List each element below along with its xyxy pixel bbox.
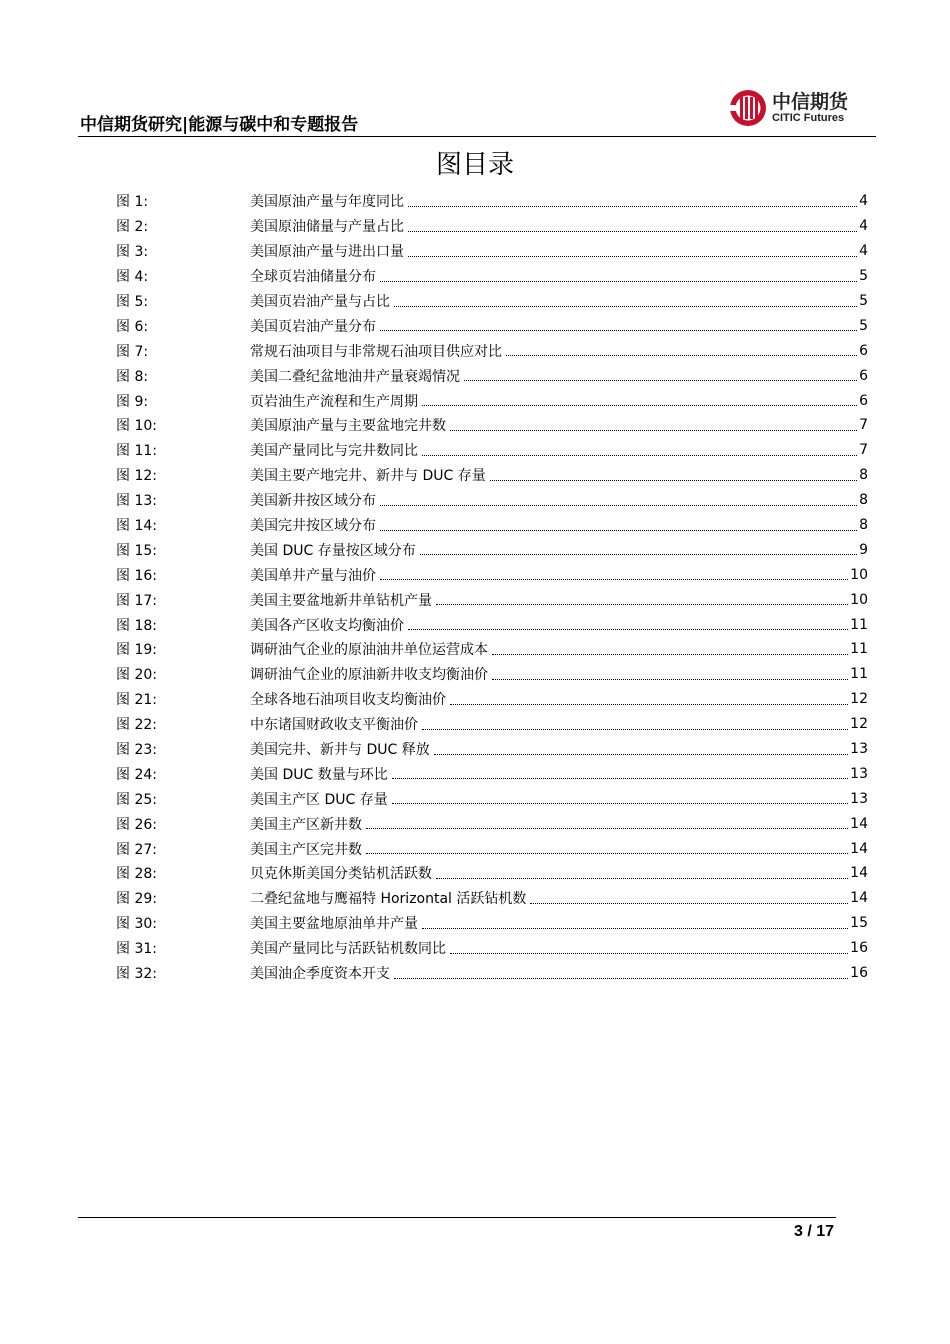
toc-entry-number: 图 23: (116, 742, 157, 759)
toc-entry-title[interactable]: 美国各产区收支均衡油价 (250, 617, 404, 634)
toc-entry-title[interactable]: 美国二叠纪盆地油井产量衰竭情况 (250, 368, 460, 385)
toc-entry-page: 7 (859, 417, 868, 434)
toc-entry-number: 图 15: (116, 542, 157, 559)
toc-dot-leader (492, 640, 848, 655)
toc-entry-number: 图 32: (116, 966, 157, 983)
page-number: 3 / 17 (793, 1223, 834, 1240)
toc-entry-page: 10 (850, 566, 868, 583)
toc-entry-number: 图 21: (116, 692, 157, 709)
toc-entry-title[interactable]: 调研油气企业的原油油井单位运营成本 (250, 642, 488, 659)
citic-futures-logo (728, 86, 862, 130)
toc-entry[interactable] (116, 189, 868, 214)
toc-entry-page: 13 (850, 790, 868, 807)
toc-entry-number: 图 30: (116, 916, 157, 933)
toc-dot-leader (366, 814, 848, 829)
toc-entry[interactable] (116, 438, 868, 463)
toc-entry[interactable] (116, 313, 868, 338)
toc-dot-leader (492, 665, 848, 680)
toc-entry-page: 16 (850, 965, 868, 982)
toc-entry-number: 图 16: (116, 567, 157, 584)
toc-entry-number: 图 2: (116, 219, 149, 236)
toc-entry-page: 14 (850, 890, 868, 907)
toc-entry-page: 12 (850, 716, 868, 733)
toc-entry-title[interactable]: 贝克休斯美国分类钻机活跃数 (250, 866, 432, 883)
toc-entry-number: 图 3: (116, 244, 149, 261)
toc-dot-leader (422, 914, 848, 929)
toc-entry[interactable] (116, 737, 868, 762)
toc-entry[interactable] (116, 911, 868, 936)
toc-entry-page: 13 (850, 741, 868, 758)
toc-entry-title[interactable]: 美国主产区新井数 (250, 816, 362, 833)
toc-entry[interactable] (116, 388, 868, 413)
toc-entry-title[interactable]: 美国单井产量与油价 (250, 567, 376, 584)
toc-entry-title[interactable]: 页岩油生产流程和生产周期 (250, 393, 418, 410)
toc-entry-page: 6 (859, 367, 868, 384)
toc-dot-leader (380, 491, 857, 506)
figure-toc-list (116, 189, 868, 986)
toc-entry-page: 8 (859, 492, 868, 509)
toc-entry-number: 图 13: (116, 493, 157, 510)
toc-entry-number: 图 24: (116, 766, 157, 783)
toc-dot-leader (530, 889, 848, 904)
toc-entry-number: 图 28: (116, 866, 157, 883)
citic-logo-icon (728, 88, 768, 128)
toc-entry-page: 12 (850, 691, 868, 708)
toc-entry-number: 图 11: (116, 443, 157, 460)
toc-entry[interactable] (116, 562, 868, 587)
toc-dot-leader (408, 217, 857, 232)
toc-entry[interactable] (116, 836, 868, 861)
toc-entry-number: 图 7: (116, 343, 149, 360)
toc-dot-leader (434, 740, 848, 755)
toc-entry-page: 4 (859, 193, 868, 210)
toc-entry-title[interactable]: 全球各地石油项目收支均衡油价 (250, 692, 446, 709)
toc-entry-title[interactable]: 美国新井按区域分布 (250, 493, 376, 510)
toc-entry-title[interactable]: 美国完井按区域分布 (250, 518, 376, 535)
toc-entry-number: 图 27: (116, 841, 157, 858)
toc-entry[interactable] (116, 886, 868, 911)
toc-entry-number: 图 25: (116, 791, 157, 808)
toc-entry-title[interactable]: 美国原油产量与主要盆地完井数 (250, 418, 446, 435)
toc-entry-title[interactable]: 美国产量同比与完井数同比 (250, 443, 418, 460)
toc-entry[interactable] (116, 761, 868, 786)
toc-entry[interactable] (116, 488, 868, 513)
toc-entry-page: 14 (850, 815, 868, 832)
toc-entry-number: 图 8: (116, 368, 149, 385)
toc-entry-number: 图 12: (116, 468, 157, 485)
toc-entry[interactable] (116, 687, 868, 712)
toc-entry-page: 14 (850, 865, 868, 882)
toc-dot-leader (392, 789, 848, 804)
toc-entry-title[interactable]: 美国产量同比与活跃钻机数同比 (250, 941, 446, 958)
toc-entry[interactable] (116, 264, 868, 289)
toc-entry-page: 11 (850, 666, 868, 683)
toc-entry-page: 8 (859, 467, 868, 484)
toc-entry-page: 15 (850, 915, 868, 932)
toc-entry[interactable] (116, 413, 868, 438)
toc-entry-page: 11 (850, 616, 868, 633)
toc-dot-leader (380, 516, 857, 531)
toc-entry[interactable] (116, 936, 868, 961)
toc-dot-leader (366, 839, 848, 854)
toc-entry[interactable] (116, 463, 868, 488)
toc-entry-number: 图 31: (116, 941, 157, 958)
toc-entry-title[interactable]: 美国原油产量与进出口量 (250, 244, 404, 261)
toc-entry[interactable] (116, 289, 868, 314)
toc-entry-page: 13 (850, 765, 868, 782)
toc-entry-page: 16 (850, 940, 868, 957)
report-header-title: 中信期货研究|能源与碳中和专题报告 (80, 115, 359, 135)
toc-entry-title[interactable]: 常规石油项目与非常规石油项目供应对比 (250, 343, 502, 360)
header-divider (78, 136, 876, 137)
toc-entry-page: 4 (859, 218, 868, 235)
toc-entry-number: 图 26: (116, 816, 157, 833)
toc-entry-title[interactable]: 中东诸国财政收支平衡油价 (250, 717, 418, 734)
logo-text-cn: 中信期货 (772, 91, 849, 113)
toc-entry[interactable] (116, 513, 868, 538)
toc-entry-title[interactable]: 全球页岩油储量分布 (250, 269, 376, 286)
toc-entry-title[interactable]: 美国主要产地完井、新井与 DUC 存量 (250, 468, 486, 485)
toc-dot-leader (506, 341, 857, 356)
toc-entry-page: 5 (859, 268, 868, 285)
toc-entry-page: 14 (850, 840, 868, 857)
toc-dot-leader (464, 366, 857, 381)
toc-entry-number: 图 17: (116, 592, 157, 609)
toc-dot-leader (450, 939, 848, 954)
toc-dot-leader (380, 316, 857, 331)
toc-entry-page: 5 (859, 317, 868, 334)
toc-entry-title[interactable]: 美国页岩油产量分布 (250, 318, 376, 335)
toc-dot-leader (380, 565, 848, 580)
toc-dot-leader (408, 615, 848, 630)
toc-entry-page: 11 (850, 641, 868, 658)
toc-entry-title[interactable]: 美国主产区完井数 (250, 841, 362, 858)
toc-dot-leader (394, 964, 848, 979)
toc-dot-leader (394, 292, 857, 307)
toc-entry[interactable] (116, 637, 868, 662)
toc-entry[interactable] (116, 239, 868, 264)
toc-entry-page: 6 (859, 342, 868, 359)
toc-heading: 图目录 (435, 150, 514, 180)
toc-entry[interactable] (116, 786, 868, 811)
toc-entry-page: 9 (859, 541, 868, 558)
toc-dot-leader (422, 391, 857, 406)
toc-entry[interactable] (116, 811, 868, 836)
toc-entry-title[interactable]: 美国原油储量与产量占比 (250, 219, 404, 236)
toc-entry-number: 图 6: (116, 318, 149, 335)
toc-entry[interactable] (116, 861, 868, 886)
toc-entry-page: 6 (859, 392, 868, 409)
footer-divider (78, 1217, 836, 1218)
toc-entry-number: 图 4: (116, 269, 149, 286)
toc-dot-leader (422, 715, 848, 730)
toc-dot-leader (408, 192, 857, 207)
toc-entry-number: 图 22: (116, 717, 157, 734)
toc-entry-title[interactable]: 美国主要盆地原油单井产量 (250, 916, 418, 933)
toc-entry-title[interactable]: 调研油气企业的原油新井收支均衡油价 (250, 667, 488, 684)
toc-entry-number: 图 29: (116, 891, 157, 908)
toc-entry-number: 图 18: (116, 617, 157, 634)
toc-entry-number: 图 5: (116, 294, 149, 310)
toc-entry-title[interactable]: 美国主要盆地新井单钻机产量 (250, 592, 432, 609)
toc-entry[interactable] (116, 662, 868, 687)
toc-entry-number: 图 20: (116, 667, 157, 684)
toc-entry-title[interactable]: 美国页岩油产量与占比 (250, 294, 390, 310)
toc-entry[interactable] (116, 587, 868, 612)
toc-entry-title[interactable]: 美国油企季度资本开支 (250, 966, 390, 983)
toc-entry[interactable] (116, 214, 868, 239)
toc-dot-leader (422, 441, 857, 456)
toc-entry-number: 图 19: (116, 642, 157, 659)
toc-entry[interactable] (116, 338, 868, 363)
toc-entry-title[interactable]: 美国主产区 DUC 存量 (250, 791, 388, 808)
toc-entry-page: 4 (859, 243, 868, 260)
toc-entry-page: 10 (850, 591, 868, 608)
toc-entry-page: 5 (859, 293, 868, 309)
toc-entry-number: 图 9: (116, 393, 149, 410)
toc-dot-leader (490, 466, 857, 481)
toc-entry-page: 7 (859, 442, 868, 459)
toc-entry[interactable] (116, 712, 868, 737)
toc-entry-title[interactable]: 美国原油产量与年度同比 (250, 194, 404, 211)
toc-entry[interactable] (116, 537, 868, 562)
toc-dot-leader (450, 416, 857, 431)
toc-dot-leader (408, 242, 857, 257)
toc-dot-leader (436, 864, 848, 879)
toc-entry-number: 图 1: (116, 194, 149, 211)
toc-entry-number: 图 10: (116, 418, 157, 435)
toc-entry-title[interactable]: 美国 DUC 数量与环比 (250, 766, 388, 783)
toc-entry[interactable] (116, 961, 868, 986)
toc-dot-leader (436, 590, 848, 605)
logo-text-en: CITIC Futures (772, 112, 845, 124)
toc-entry[interactable] (116, 612, 868, 637)
toc-entry[interactable] (116, 363, 868, 388)
toc-entry-title[interactable]: 二叠纪盆地与鹰福特 Horizontal 活跃钻机数 (250, 891, 527, 908)
toc-dot-leader (392, 764, 848, 779)
toc-dot-leader (450, 690, 848, 705)
toc-entry-number: 图 14: (116, 518, 157, 535)
toc-dot-leader (420, 540, 857, 555)
toc-dot-leader (380, 267, 857, 282)
toc-entry-title[interactable]: 美国完井、新井与 DUC 释放 (250, 742, 430, 759)
toc-entry-title[interactable]: 美国 DUC 存量按区域分布 (250, 542, 416, 559)
toc-entry-page: 8 (859, 517, 868, 534)
